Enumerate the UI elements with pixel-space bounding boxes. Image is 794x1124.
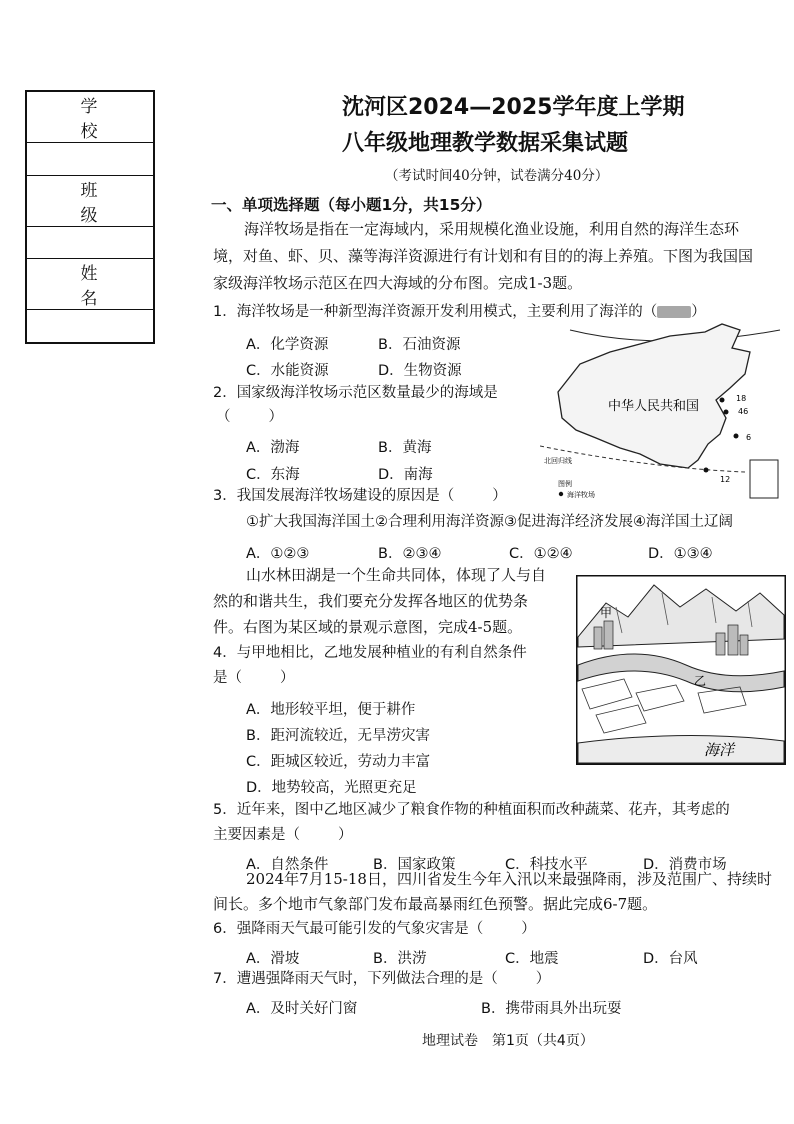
q6-option-a[interactable]: A．滑坡 (246, 951, 300, 967)
q5-close: ） (338, 827, 353, 843)
student-info-table (25, 90, 155, 344)
q3-stem (213, 489, 507, 504)
q2-open: （ (216, 409, 231, 425)
map-country-label: 中华人民共和国 (608, 399, 700, 414)
intro1-line2: 境，对鱼、虾、贝、藻等海洋资源进行有计划和有目的的海上养殖。下图为我国国 (213, 247, 754, 265)
sea-area (578, 735, 784, 763)
ranch-marker-bohai (720, 398, 725, 403)
name-field[interactable] (26, 310, 154, 343)
q2-option-d[interactable]: D．南海 (378, 467, 433, 483)
q6-stem (213, 922, 536, 937)
ranch-marker-nanhai (704, 468, 709, 473)
q5-option-c[interactable]: C．科技水平 (505, 857, 588, 873)
q6-option-b[interactable]: B．洪涝 (373, 951, 427, 967)
exam-subtitle: （考试时间40分钟，试卷满分40分） (385, 168, 609, 184)
intro2-line1: 山水林田湖是一个生命共同体，体现了人与自 (246, 566, 547, 584)
q7-close: ） (535, 971, 551, 987)
china-outline (558, 324, 750, 468)
name-label: 姓 名 (26, 259, 154, 310)
intro3-line1: 2024年7月15-18日，四川省发生今年入汛以来最强降雨，涉及范围广、持续时 (246, 870, 772, 888)
q4-option-a[interactable]: A．地形较平坦，便于耕作 (246, 702, 416, 718)
exam-title-line2: 八年级地理教学数据采集试题 (342, 131, 629, 156)
class-label: 班 级 (26, 175, 154, 226)
intro3-line2: 间长。多个地市气象部门发布最高暴雨红色预警。据此完成6-7题。 (213, 895, 658, 913)
q4-option-b[interactable]: B．距河流较近，无旱涝灾害 (246, 728, 430, 744)
section-heading: 一、单项选择题（每小题1分，共15分） (211, 196, 492, 214)
q7-option-b[interactable]: B．携带雨具外出玩耍 (481, 1001, 622, 1017)
class-field[interactable] (26, 226, 154, 259)
q6-option-d[interactable]: D．台风 (643, 951, 698, 967)
school-label: 学 校 (26, 91, 154, 143)
landscape-diagram (576, 575, 786, 765)
q4-stem-line1: 4．与甲地相比，乙地发展种植业的有利自然条件 (213, 645, 527, 661)
q1-option-b[interactable]: B．石油资源 (378, 337, 461, 353)
south-sea-inset (750, 460, 778, 498)
q4-stem-line2 (213, 671, 295, 686)
q3-statements: ①扩大我国海洋国土②合理利用海洋资源③促进海洋经济发展④海洋国土辽阔 (246, 514, 733, 530)
intro1-line3: 家级海洋牧场示范区在四大海域的分布图。完成1-3题。 (213, 274, 583, 292)
q6-option-c[interactable]: C．地震 (505, 951, 559, 967)
q4-close: ） (280, 670, 295, 686)
ranch-marker-huanghai (724, 410, 729, 415)
intro1-line1: 海洋牧场是指在一定海域内，采用规模化渔业设施，利用自然的海洋生态环 (244, 220, 740, 238)
china-marine-ranch-map (540, 322, 785, 502)
intro2-line2: 然的和谐共生，我们要充分发挥各地区的优势条 (213, 592, 529, 610)
q1-option-a[interactable]: A．化学资源 (246, 337, 329, 353)
q2-option-b[interactable]: B．黄海 (378, 440, 432, 456)
q6-close: ） (521, 921, 536, 937)
q7-option-a[interactable]: A．及时关好门窗 (246, 1001, 358, 1017)
q2-close: ） (268, 409, 283, 425)
q4-open: 是（ (213, 670, 242, 686)
q3-stem-text: 3．我国发展海洋牧场建设的原因是（ (213, 488, 455, 504)
legend-marker (559, 492, 563, 496)
q6-stem-text: 6．强降雨天气最可能引发的气象灾害是（ (213, 921, 484, 937)
q1-option-c[interactable]: C．水能资源 (246, 363, 329, 379)
q1-option-d[interactable]: D．生物资源 (378, 363, 462, 379)
q5-option-b[interactable]: B．国家政策 (373, 857, 456, 873)
q1-stem-text: 1．海洋牧场是一种新型海洋资源开发利用模式，主要利用了海洋的（ (213, 304, 658, 320)
label-yi: 乙 (694, 674, 707, 688)
page-footer: 地理试卷 第1页（共4页） (422, 1033, 594, 1049)
intro2-line3: 件。右图为某区域的景观示意图，完成4-5题。 (213, 618, 523, 636)
answer-smudge (657, 306, 691, 318)
label-jia: 甲 (600, 606, 613, 620)
legend-title: 图例 (558, 480, 572, 488)
q5-stem-line1: 5．近年来，图中乙地区减少了粮食作物的种植面积而改种蔬菜、花卉，其考虑的 (213, 802, 730, 818)
exam-title-line1: 沈河区2024—2025学年度上学期 (342, 95, 685, 120)
q4-option-d[interactable]: D．地势较高，光照更充足 (246, 780, 417, 796)
q3-close: ） (492, 488, 507, 504)
q7-stem-text: 7．遭遇强降雨天气时，下列做法合理的是（ (213, 971, 498, 987)
q5-stem-line2 (213, 828, 353, 843)
map-num-6: 6 (746, 433, 752, 442)
q1-close: ） (691, 304, 706, 320)
q5-option-d[interactable]: D．消费市场 (643, 857, 727, 873)
q3-option-d[interactable]: D．①③④ (648, 546, 713, 562)
q4-option-c[interactable]: C．距城区较近，劳动力丰富 (246, 754, 431, 770)
q5-option-a[interactable]: A．自然条件 (246, 857, 329, 873)
q2-option-a[interactable]: A．渤海 (246, 440, 300, 456)
map-num-12: 12 (720, 475, 731, 484)
q3-option-a[interactable]: A．①②③ (246, 546, 310, 562)
legend-item: 海洋牧场 (567, 491, 595, 499)
q2-option-c[interactable]: C．东海 (246, 467, 300, 483)
q3-option-b[interactable]: B．②③④ (378, 546, 442, 562)
q3-option-c[interactable]: C．①②④ (509, 546, 573, 562)
label-sea: 海洋 (704, 741, 735, 759)
q1-stem (213, 305, 706, 320)
map-num-46: 46 (738, 407, 749, 416)
q2-stem: 2．国家级海洋牧场示范区数量最少的海域是 (213, 385, 498, 401)
q7-stem (213, 972, 550, 987)
q2-paren (216, 410, 283, 425)
tropic-label: 北回归线 (544, 457, 572, 465)
map-num-18: 18 (736, 394, 747, 403)
ranch-marker-donghai (734, 434, 739, 439)
q5-open: 主要因素是（ (213, 827, 300, 843)
school-field[interactable] (26, 143, 154, 176)
